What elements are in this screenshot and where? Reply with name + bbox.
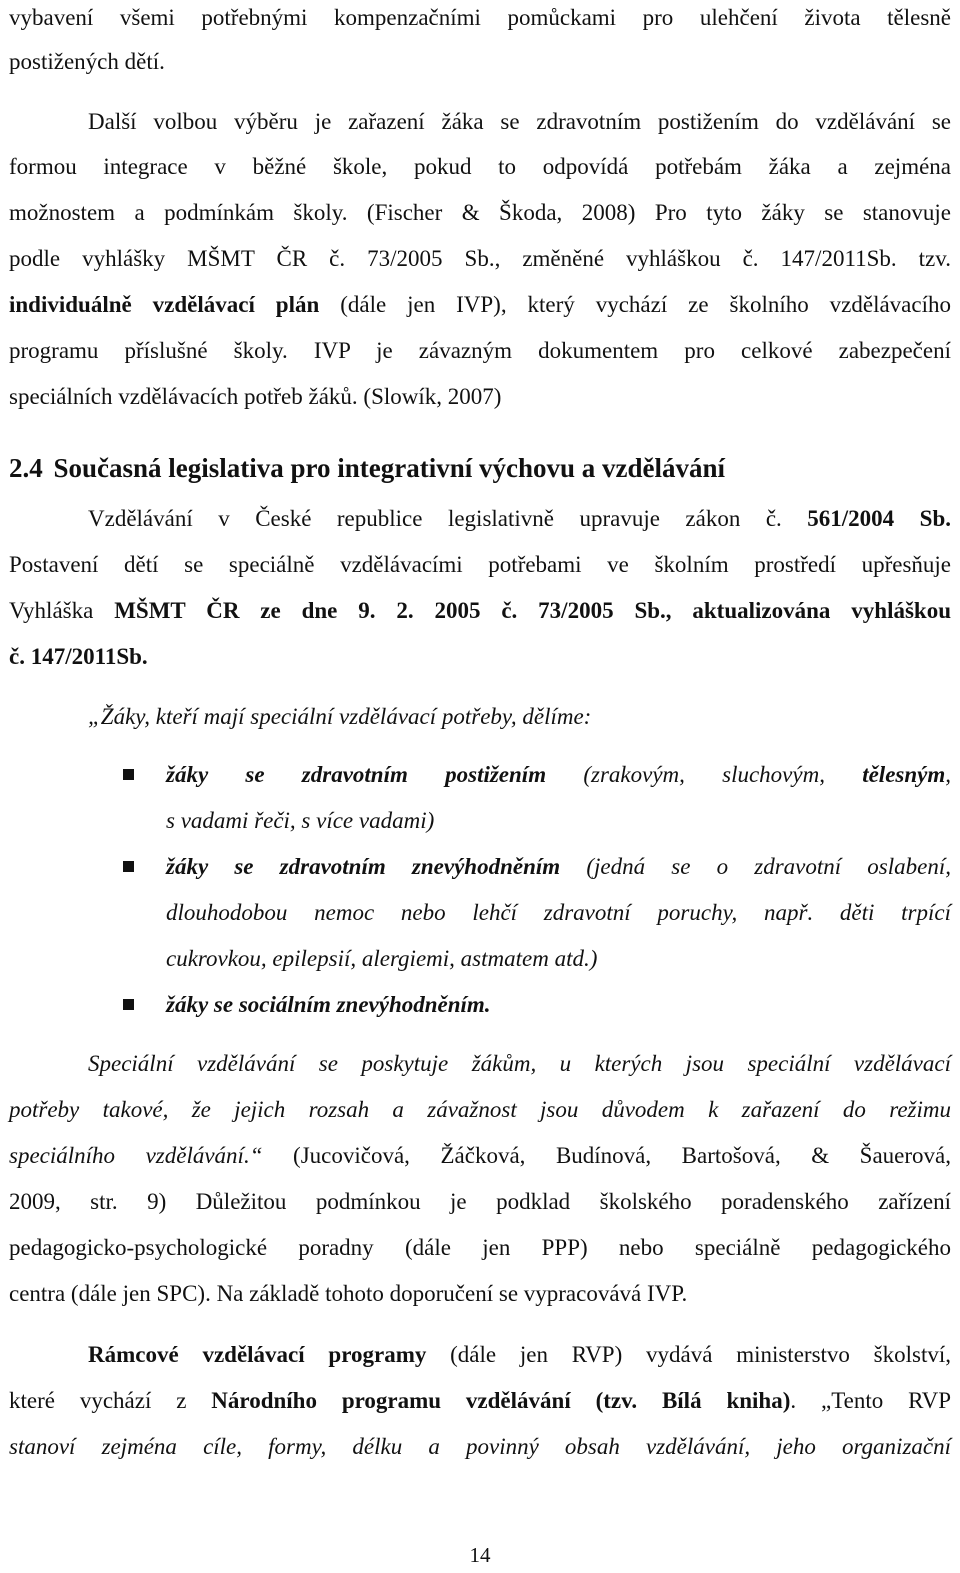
paragraph-line (88, 1339, 951, 1371)
page-number: 14 (469, 1543, 491, 1567)
list-item (166, 851, 951, 883)
list-item-continuation: s vadami řeči, s více vadami) (166, 808, 435, 833)
paragraph-line: speciálních vzdělávacích potřeb žáků. (Slowík, 2007) (9, 384, 502, 409)
list-item (166, 759, 951, 791)
paragraph-line: Speciální vzdělávání se poskytuje žákům, u kterých jsou speciální vzdělávací (88, 1051, 951, 1076)
term-ivp: individuálně vzdělávací plán (9, 292, 320, 317)
text-span: . „Tento RVP (790, 1388, 952, 1413)
paragraph-line: Další volbou výběru je zařazení žáka se zdravotním postižením do vzdělávání se (88, 109, 951, 134)
paragraph-line: postižených dětí. (9, 49, 165, 74)
paragraph-line: stanoví zejména cíle, formy, délku a povinný obsah vzdělávání, jeho organizační (9, 1434, 951, 1459)
paragraph-line (88, 503, 951, 535)
paragraph-line: podle vyhlášky MŠMT ČR č. 73/2005 Sb., změněné vyhláškou č. 147/2011Sb. tzv. (9, 246, 951, 271)
paragraph-line: programu příslušné školy. IVP je závazným dokumentem pro celkové zabezpečení (9, 338, 951, 363)
term-rvp: Rámcové vzdělávací programy (88, 1342, 427, 1367)
paragraph-line: formou integrace v běžné škole, pokud to odpovídá potřebám žáka a zejména (9, 154, 951, 179)
paragraph-line: vybavení všemi potřebnými kompenzačními pomůckami pro ulehčení života tělesně (9, 5, 951, 30)
list-item-term: tělesným (862, 762, 946, 787)
paragraph-line: 2009, str. 9) Důležitou podmínkou je podklad školského poradenského zařízení (9, 1189, 951, 1214)
section-title: Současná legislativa pro integrativní výchovu a vzdělávání (53, 453, 726, 483)
paragraph-line: Postavení dětí se speciálně vzdělávacími potřebami ve školním prostředí upřesňuje (9, 552, 951, 577)
paragraph-line (9, 595, 951, 627)
paragraph-line (9, 289, 951, 321)
list-item: žáky se sociálním znevýhodněním. (166, 992, 491, 1017)
section-number: 2.4 (9, 453, 43, 483)
section-heading (9, 450, 951, 486)
text-span: které vychází z (9, 1388, 212, 1413)
text-span: Vyhláška (9, 598, 115, 623)
decree-reference: MŠMT ČR ze dne 9. 2. 2005 č. 73/2005 Sb., aktualizována vyhláškou (114, 598, 952, 623)
text-span: (dále jen RVP) vydává ministerstvo školství, (426, 1342, 951, 1367)
text-span: (dále jen IVP), který vychází ze školního vzdělávacího (319, 292, 951, 317)
paragraph-line (9, 1385, 951, 1417)
text-span: (jedná se o zdravotní oslabení, (560, 854, 951, 879)
quote-intro: „Žáky, kteří mají speciální vzdělávací potřeby, dělíme: (88, 704, 592, 729)
text-span: , (945, 762, 951, 787)
quote-end: speciálního vzdělávání.“ (9, 1143, 263, 1168)
bullet-square-icon (123, 999, 134, 1010)
text-span: Vzdělávání v České republice legislativně upravuje zákon č. (88, 506, 808, 531)
list-item-term: žáky se zdravotním postižením (166, 762, 547, 787)
paragraph-line: potřeby takové, že jejich rozsah a závažnost jsou důvodem k zařazení do režimu (9, 1097, 951, 1122)
list-item-continuation: cukrovkou, epilepsií, alergiemi, astmatem atd.) (166, 946, 598, 971)
paragraph-line: možnostem a podmínkám školy. (Fischer & Škoda, 2008) Pro tyto žáky se stanovuje (9, 200, 951, 225)
list-item-continuation: dlouhodobou nemoc nebo lehčí zdravotní poruchy, např. děti trpící (166, 900, 951, 925)
paragraph-line: pedagogicko-psychologické poradny (dále jen PPP) nebo speciálně pedagogického (9, 1235, 951, 1260)
law-reference: 561/2004 Sb. (807, 506, 951, 531)
program-name: Národního programu vzdělávání (tzv. Bílá kniha) (211, 1388, 791, 1413)
text-span: (Jucovičová, Žáčková, Budínová, Bartošová, & Šauerová, (262, 1143, 952, 1168)
bullet-square-icon (123, 861, 134, 872)
paragraph-line: č. 147/2011Sb. (9, 644, 148, 669)
bullet-square-icon (123, 769, 134, 780)
paragraph-line: centra (dále jen SPC). Na základě tohoto doporučení se vypracovává IVP. (9, 1281, 688, 1306)
list-item-term: žáky se zdravotním znevýhodněním (166, 854, 561, 879)
paragraph-line (9, 1140, 951, 1172)
text-span: (zrakovým, sluchovým, (546, 762, 863, 787)
